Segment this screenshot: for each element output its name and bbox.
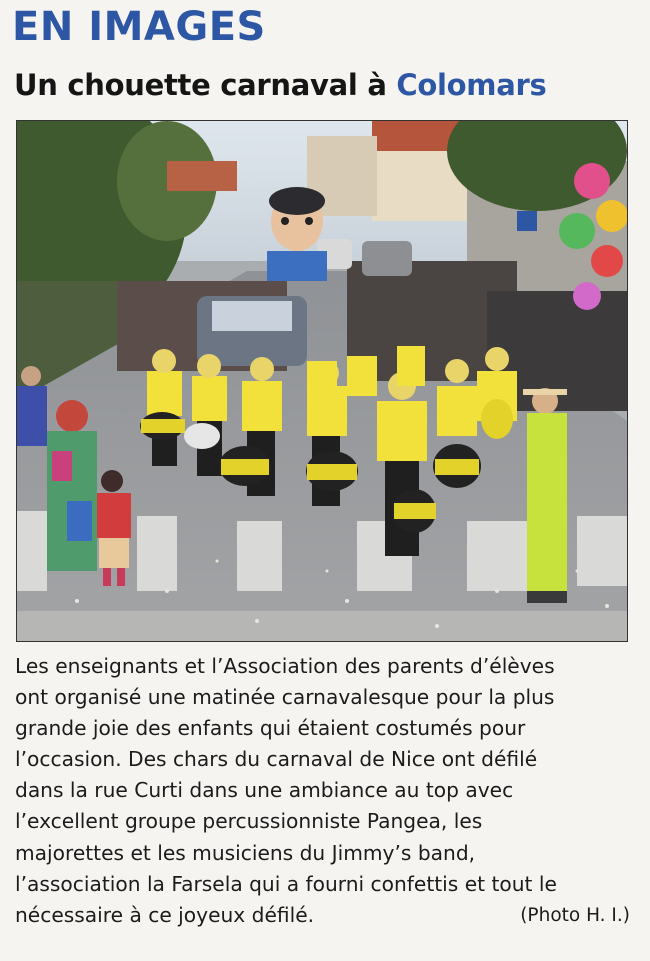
article-line: l’association la Farsela qui a fourni confettis et tout le [15,871,557,896]
article-line: nécessaire à ce joyeux défilé. [15,902,315,927]
steward-in-vest [523,388,567,603]
article-line: grande joie des enfants qui étaient costumés pour [15,716,526,741]
article-body [15,651,637,931]
article-line: ont organisé une matinée carnavalesque pour la plus [15,685,555,710]
article-line: l’occasion. Des chars du carnaval de Nice ont défilé [15,747,538,772]
article-line: Les enseignants et l’Association des parents d’élèves [15,654,555,678]
photo-credit: (Photo H. I.) [520,905,630,926]
headline-place: Colomars [396,68,547,102]
carnival-parade-illustration [17,121,627,641]
article-line: majorettes et les musiciens du Jimmy’s band, [15,840,476,865]
carnival-float-head [267,187,327,281]
headline-text: Un chouette carnaval à [14,68,397,102]
headline [14,62,546,108]
article-line: dans la rue Curti dans une ambiance au top avec [15,778,514,803]
article-line: l’excellent groupe percussionniste Pangea, les [15,809,483,834]
carnival-photo [16,120,628,642]
section-label: EN IMAGES [12,4,266,50]
